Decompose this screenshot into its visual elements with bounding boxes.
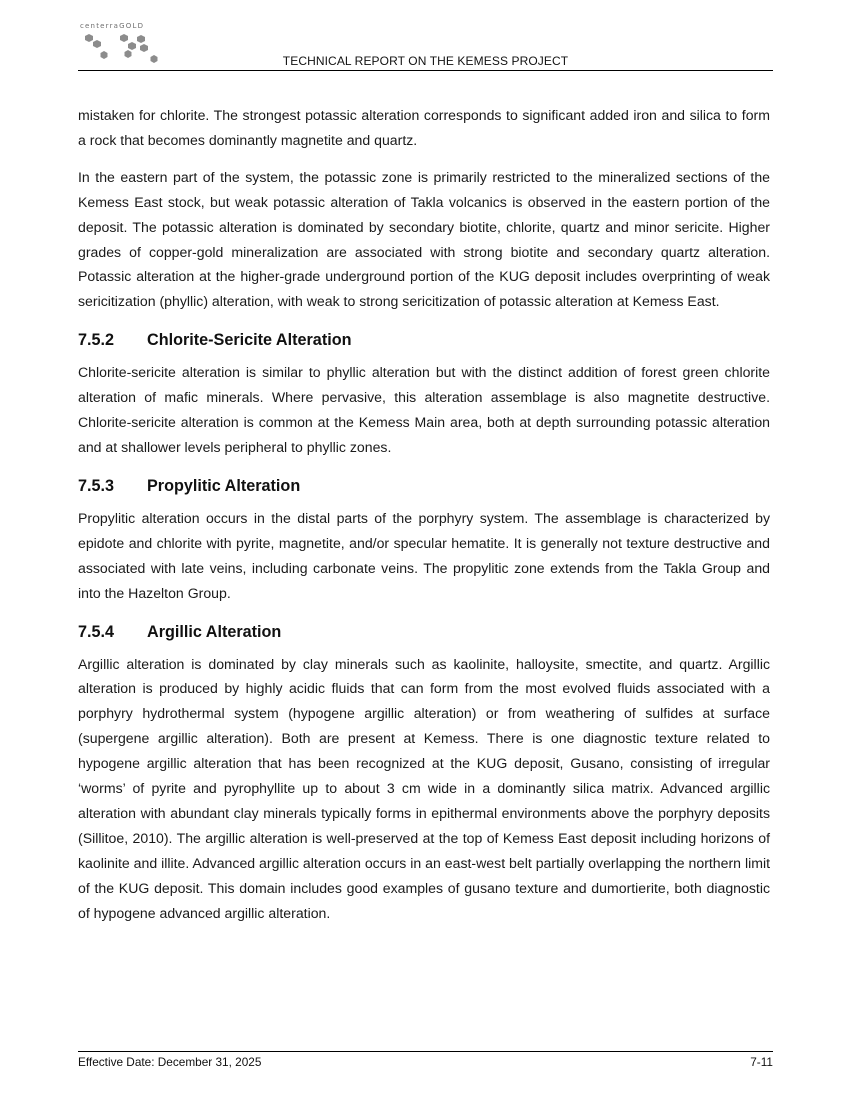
section-number: 7.5.2 — [78, 331, 115, 350]
section-number: 7.5.3 — [78, 476, 115, 495]
logo-text: centerraGOLD — [80, 22, 145, 30]
page-header — [78, 18, 773, 71]
report-body — [78, 103, 770, 937]
effective-date: Effective Date: December 31, 2025 — [78, 1055, 262, 1069]
heading-argillic — [78, 622, 770, 642]
report-title: TECHNICAL REPORT ON THE KEMESS PROJECT — [282, 54, 569, 68]
paragraph-chlorite-sericite: Chlorite-sericite alteration is similar to phyllic alteration but with the distinct addition of forest green chlorite alteration of mafic minerals. Where pervasive, this alteration assemblage is also magnetite destructive. Chlorite-sericite alteration is common at the Kemess Main area, both at depth surrounding potassic alteration and at shallower levels peripheral to phyllic zones. — [78, 364, 770, 455]
paragraph-argillic: Argillic alteration is dominated by clay minerals such as kaolinite, halloysite, smectite, and quartz. Argillic alteration is produced by highly acidic fluids that can form from the most evolved fluids associated with a porphyry hydrothermal system (hypogene argillic alteration) or from weathering of sulfides at surface (supergene argillic alteration). Both are present at Kemess. There is one diagnostic texture related to hypogene argillic alteration that has been recognized at the KUG deposit, Gusano, consisting of irregular ‘worms’ of pyrite and pyrophyllite up to about 3 cm wide in a dominantly silica matrix. Advanced argillic alteration with abundant clay minerals typically forms in epithermal environments above the porphyry deposits (Sillitoe, 2010). The argillic alteration is well-preserved at the top of Kemess East deposit including horizons of kaolinite and illite. Advanced argillic alteration occurs in an east-west belt partially overlapping the northern limit of the KUG deposit. This domain includes good examples of gusano texture and dumortierite, both diagnostic of hypogene advanced argillic alteration. — [78, 655, 770, 921]
page-number: 7-11 — [750, 1055, 773, 1069]
paragraph-potassic-continued: mistaken for chlorite. The strongest potassic alteration corresponds to significant added iron and silica to form a rock that becomes dominantly magnetite and quartz. — [78, 107, 770, 148]
heading-propylitic — [78, 476, 770, 496]
paragraph-propylitic: Propylitic alteration occurs in the distal parts of the porphyry system. The assemblage is characterized by epidote and chlorite with pyrite, magnetite, and/or specular hematite. It is generally not texture destructive and associated with late veins, including carbonate veins. The propylitic zone extends from the Takla Group and into the Hazelton Group. — [78, 509, 770, 601]
section-title: Propylitic Alteration — [147, 476, 301, 495]
section-title: Argillic Alteration — [147, 622, 282, 641]
page-footer — [78, 1051, 773, 1069]
section-title: Chlorite-Sericite Alteration — [147, 331, 352, 350]
heading-chlorite-sericite — [78, 330, 770, 350]
section-number: 7.5.4 — [78, 622, 115, 641]
paragraph-potassic-eastern: In the eastern part of the system, the potassic zone is primarily restricted to the mineralized sections of the Kemess East stock, but weak potassic alteration of Takla volcanics is observed in the eastern portion of the deposit. The potassic alteration is dominated by secondary biotite, chlorite, quartz and minor sericite. Higher grades of copper-gold mineralization are associated with strong biotite and secondary quartz alteration. Potassic alteration at the higher-grade underground portion of the KUG deposit includes overprinting of weak sericitization (phyllic) alteration, with weak to strong sericitization of potassic alteration at Kemess East. — [78, 168, 770, 310]
